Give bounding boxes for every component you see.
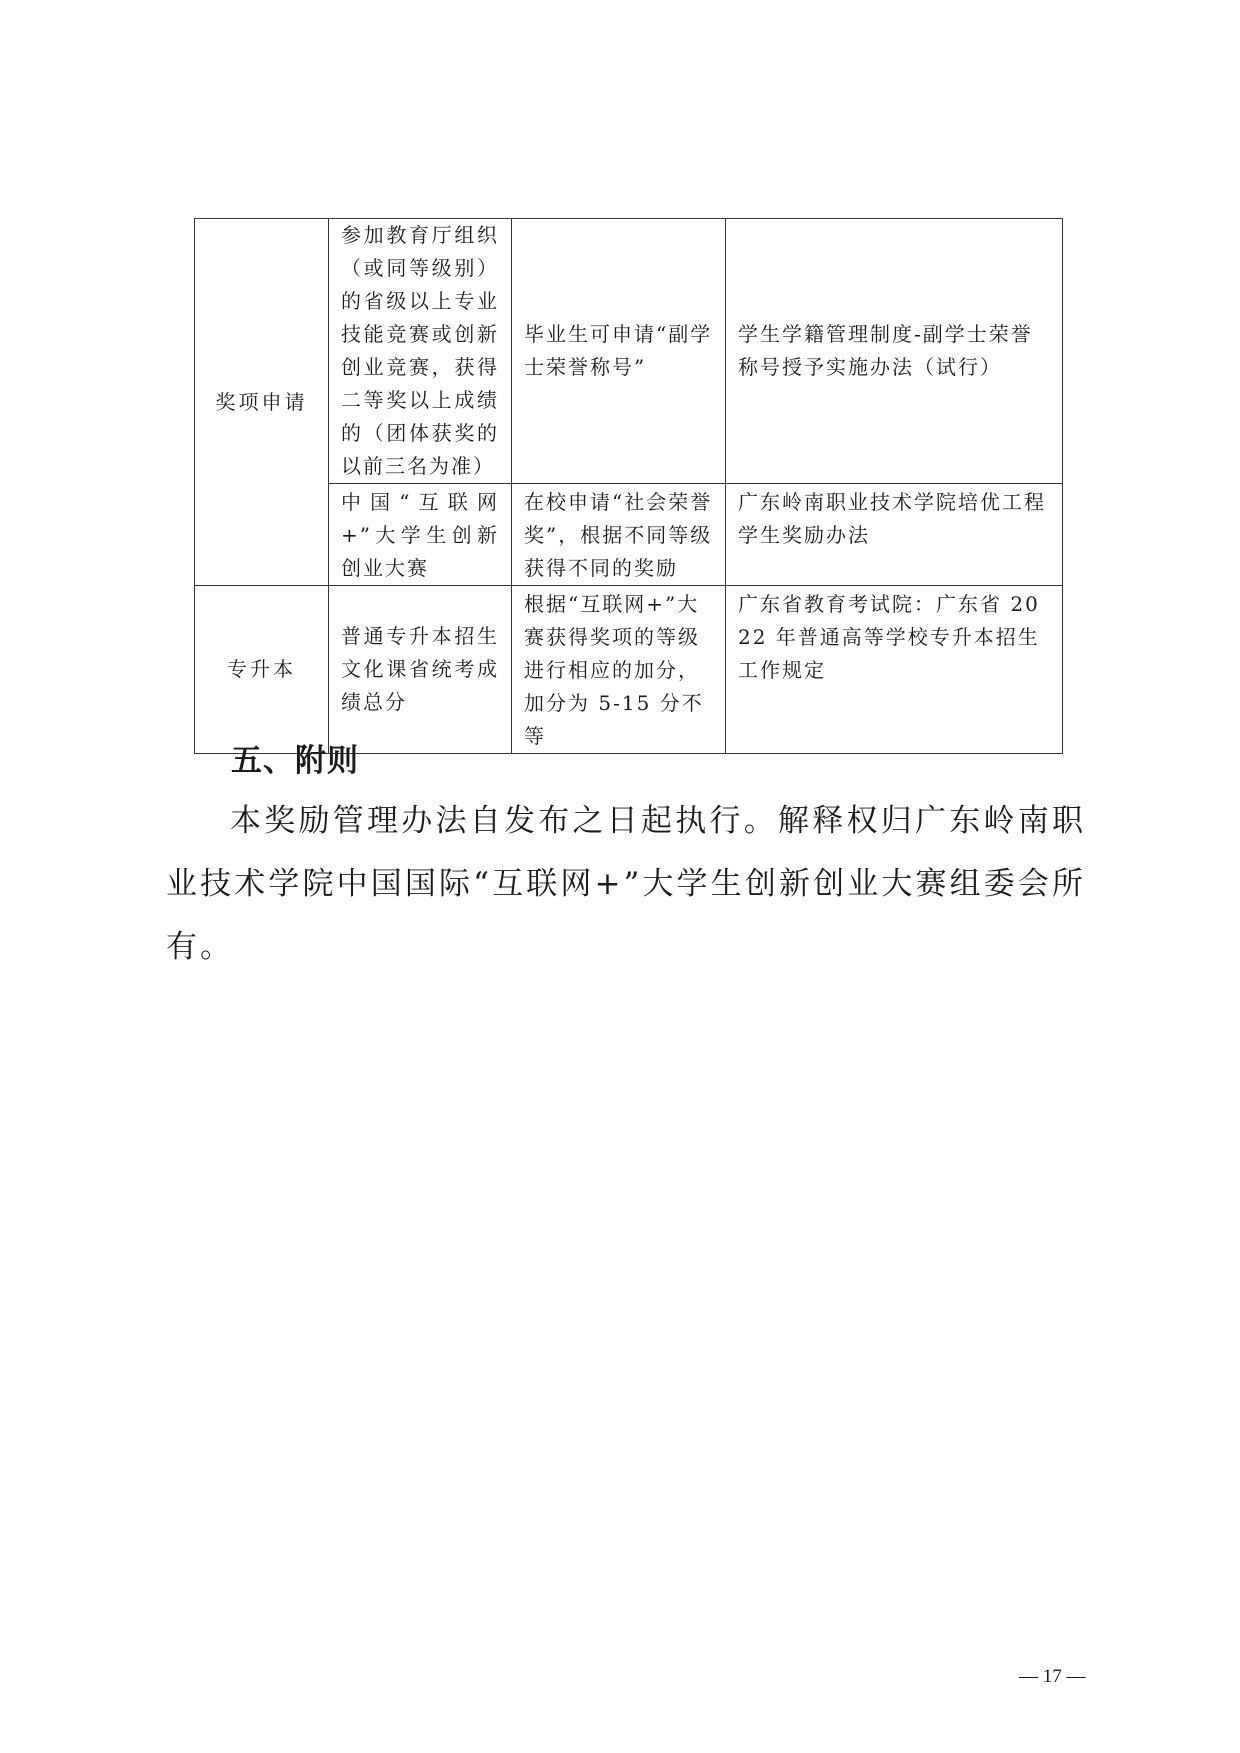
benefit-cell: 毕业生可申请“副学士荣誉称号”: [512, 219, 726, 484]
table-row: [195, 219, 1063, 484]
category-cell: 奖项申请: [195, 219, 329, 586]
award-table: [194, 218, 1063, 754]
competition-cell: 中国“互联网+”大学生创新创业大赛: [329, 484, 512, 586]
basis-cell: 广东岭南职业技术学院培优工程学生奖励办法: [726, 484, 1063, 586]
category-cell: 专升本: [195, 586, 329, 754]
table-row: [195, 586, 1063, 754]
section-paragraph: 本奖励管理办法自发布之日起执行。解释权归广东岭南职业技术学院中国国际“互联网+”大学生创新创业大赛组委会所有。: [166, 803, 1086, 965]
benefit-cell: 根据“互联网+”大赛获得奖项的等级进行相应的加分，加分为 5-15 分不等: [512, 586, 726, 754]
benefit-cell: 在校申请“社会荣誉奖”，根据不同等级获得不同的奖励: [512, 484, 726, 586]
competition-cell: 参加教育厅组织（或同等级别）的省级以上专业技能竞赛或创新创业竞赛，获得二等奖以上成绩的（团体获奖的以前三名为准）: [329, 219, 512, 484]
basis-cell: 广东省教育考试院：广东省 2022 年普通高等学校专升本招生工作规定: [726, 586, 1063, 754]
page-number: — 17 —: [1019, 1666, 1086, 1687]
competition-cell: 普通专升本招生文化课省统考成绩总分: [329, 586, 512, 754]
section-heading: 五、附则: [231, 743, 359, 779]
basis-cell: 学生学籍管理制度-副学士荣誉称号授予实施办法（试行）: [726, 219, 1063, 484]
